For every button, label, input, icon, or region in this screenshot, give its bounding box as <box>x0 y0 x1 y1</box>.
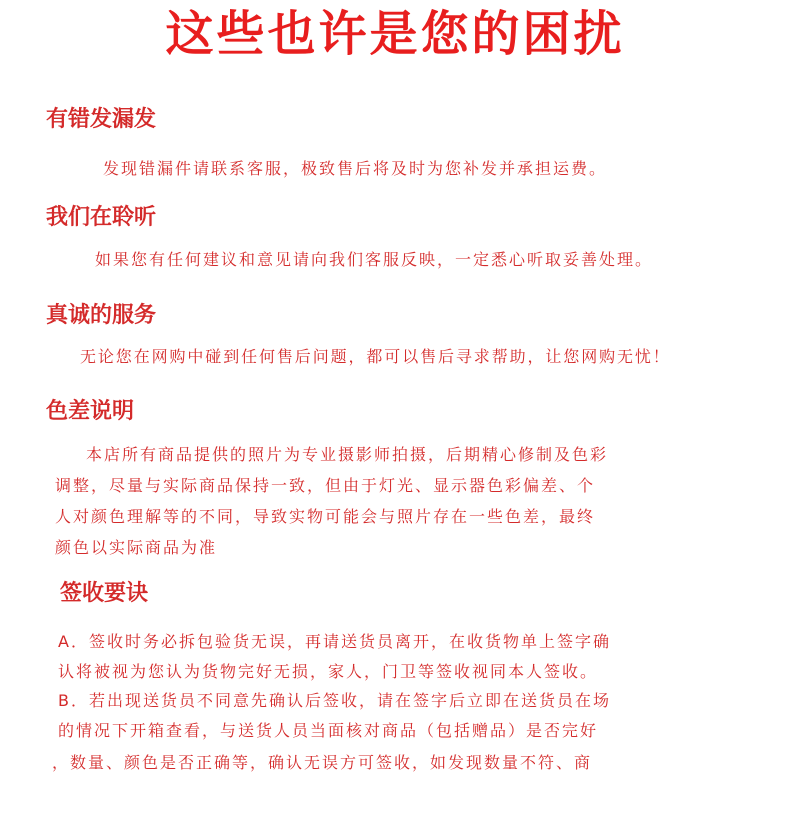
section-body-color-difference-line-3: 人对颜色理解等的不同，导致实物可能会与照片存在一些色差，最终 <box>55 507 596 526</box>
section-heading-signing-tips: 签收要诀 <box>60 581 149 606</box>
section-body-signing-tips-line-5: ，数量、颜色是否正确等，确认无误方可签收，如发现数量不符、商 <box>52 753 593 772</box>
section-body-signing-tips-line-3: B．若出现送货员不同意先确认后签收，请在签字后立即在送货员在场 <box>58 691 611 710</box>
section-body-sincere-service: 无论您在网购中碰到任何售后问题，都可以售后寻求帮助，让您网购无忧！ <box>80 347 671 366</box>
section-body-wrong-missing-shipment: 发现错漏件请联系客服，极致售后将及时为您补发并承担运费。 <box>103 159 608 178</box>
section-heading-wrong-missing-shipment: 有错发漏发 <box>46 107 157 132</box>
section-body-listening: 如果您有任何建议和意见请向我们客服反映，一定悉心听取妥善处理。 <box>95 250 654 269</box>
section-body-signing-tips-line-4: 的情况下开箱查看，与送货人员当面核对商品（包括赠品）是否完好 <box>58 721 599 740</box>
section-heading-sincere-service: 真诚的服务 <box>46 303 157 328</box>
section-body-color-difference-line-4: 颜色以实际商品为准 <box>55 538 218 557</box>
section-body-signing-tips-line-2: 认将被视为您认为货物完好无损，家人，门卫等签收视同本人签收。 <box>58 662 599 681</box>
page-title: 这些也许是您的困扰 <box>165 6 625 62</box>
section-heading-color-difference: 色差说明 <box>46 399 135 424</box>
section-body-color-difference-line-2: 调整，尽量与实际商品保持一致，但由于灯光、显示器色彩偏差、个 <box>55 476 596 495</box>
section-body-signing-tips-line-1: A．签收时务必拆包验货无误，再请送货员离开，在收货物单上签字确 <box>58 632 611 651</box>
section-body-color-difference-line-1: 本店所有商品提供的照片为专业摄影师拍摄，后期精心修制及色彩 <box>86 445 609 464</box>
section-heading-listening: 我们在聆听 <box>46 205 157 230</box>
